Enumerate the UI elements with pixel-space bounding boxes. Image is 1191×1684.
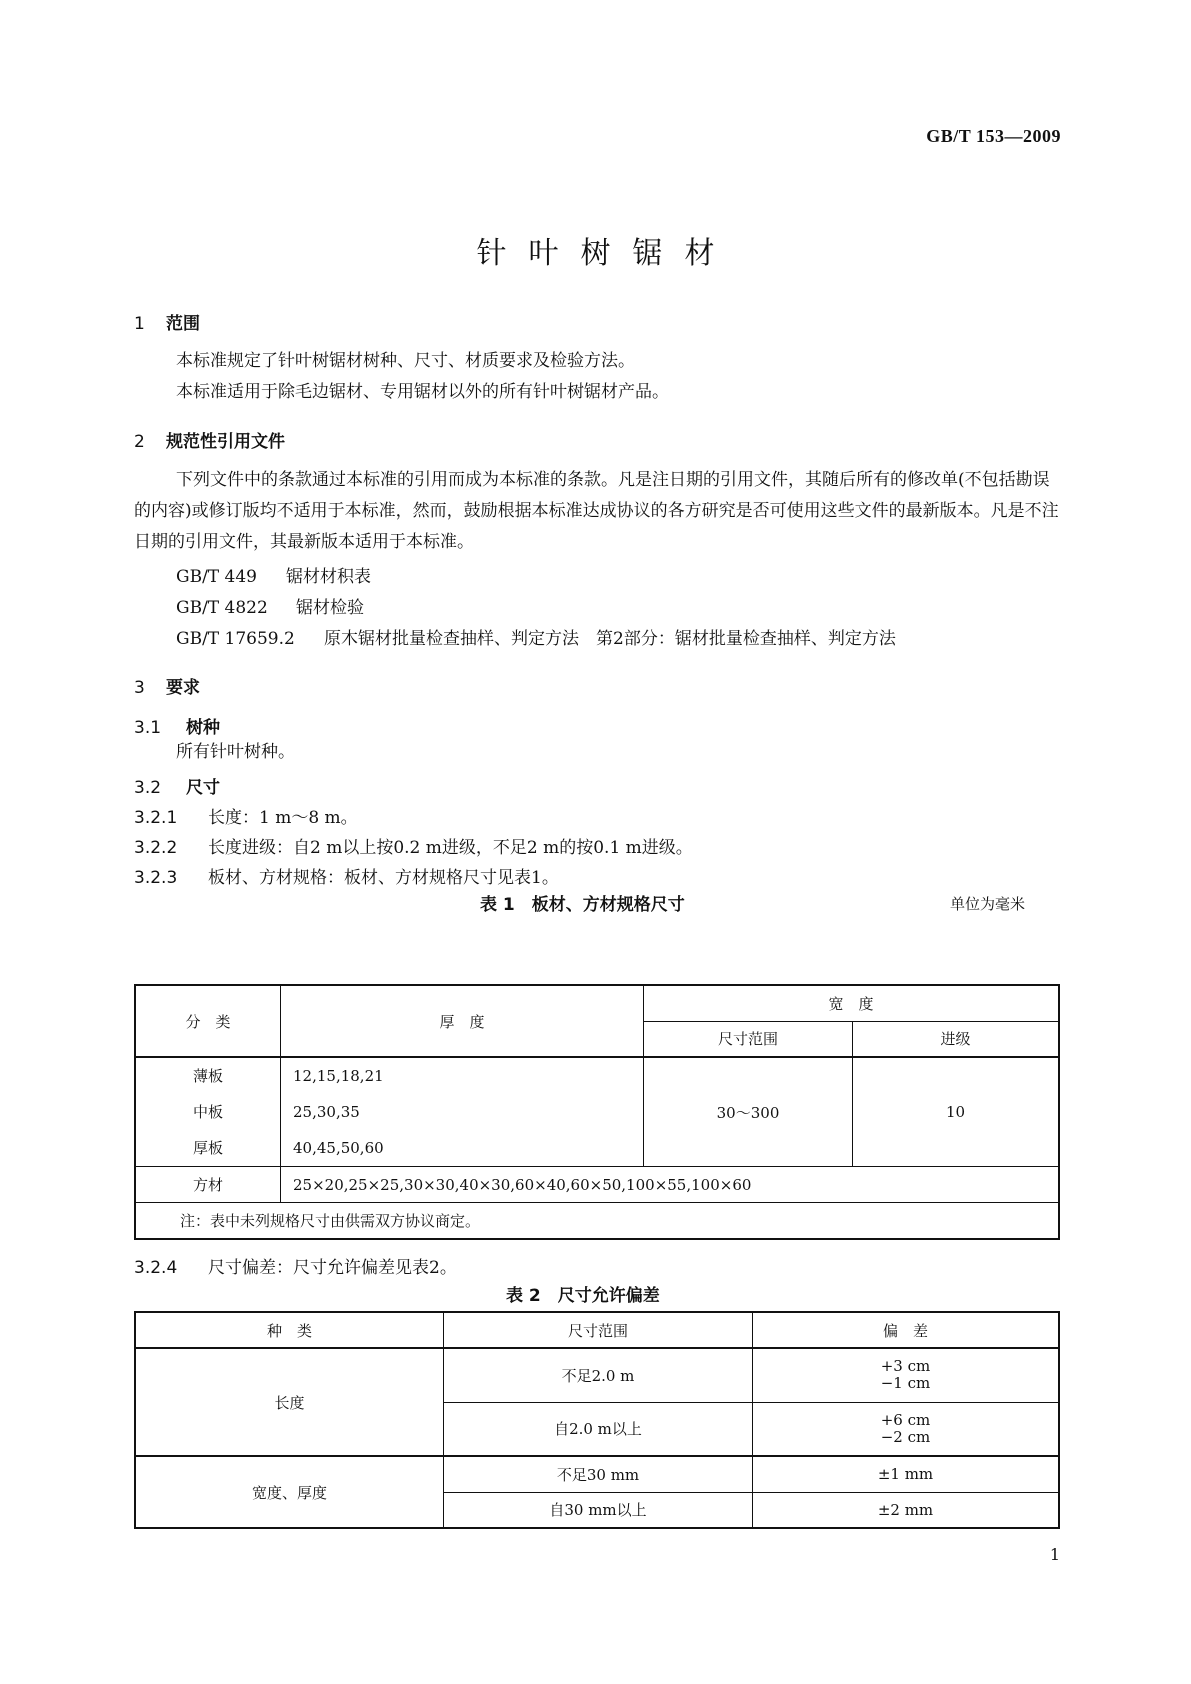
clause-3-2-4 [134, 1253, 457, 1278]
table-2 [134, 1311, 1060, 1529]
header-size-range: 尺寸范围 [644, 1021, 853, 1057]
clause-number: 3.2.3 [134, 868, 178, 888]
reference-item [176, 562, 371, 587]
subsection-3-1-heading [134, 713, 220, 738]
section-2-heading [134, 427, 285, 452]
section-title: 要求 [166, 678, 200, 698]
square-category: 方材 [135, 1167, 281, 1203]
table-row-category: 薄板 [192, 1067, 223, 1085]
clause-number: 3.2.1 [134, 808, 178, 828]
header-deviation: 偏 差 [753, 1312, 1060, 1348]
subsection-number: 3.1 [134, 718, 162, 738]
wt-range-2: 自30 mm以上 [444, 1492, 753, 1528]
wt-deviation-1: ±1 mm [753, 1456, 1060, 1492]
wt-deviation-2: ±2 mm [753, 1492, 1060, 1528]
reference-code: GB/T 4822 [176, 598, 268, 618]
reference-code: GB/T 449 [176, 567, 257, 587]
length-label: 长度 [135, 1348, 444, 1456]
section-2-para: 下列文件中的条款通过本标准的引用而成为本标准的条款。凡是注日期的引用文件，其随后所有的修改单(不包括勘误的内容)或修订版均不适用于本标准，然而，鼓励根据本标准达成协议的各方研究是否可使用这些文件的最新版本。凡是不注日期的引用文件，其最新版本适用于本标准。 [134, 470, 1059, 552]
plus-deviation: +3 cm [880, 1357, 931, 1376]
section-title: 规范性引用文件 [166, 432, 285, 452]
clause-text: 尺寸偏差：尺寸允许偏差见表2。 [208, 1258, 457, 1278]
length-deviation-1 [753, 1348, 1060, 1402]
width-range-value: 30～300 [644, 1057, 853, 1167]
table-row-thickness: 12,15,18,21 [293, 1067, 384, 1085]
reference-item [176, 624, 896, 649]
section-title: 范围 [166, 314, 200, 334]
clause-text: 长度进级：自2 m以上按0.2 m进级，不足2 m的按0.1 m进级。 [208, 838, 693, 858]
page-number: 1 [1049, 1545, 1060, 1564]
length-deviation-2 [753, 1402, 1060, 1456]
minus-deviation: −2 cm [880, 1427, 931, 1446]
width-thickness-label: 宽度、厚度 [135, 1456, 444, 1528]
table-1 [134, 984, 1060, 1240]
table-2-caption: 表 2 尺寸允许偏差 [506, 1286, 660, 1306]
header-thickness: 厚 度 [281, 985, 644, 1057]
reference-title: 锯材检验 [296, 598, 364, 618]
document-title: 针叶树锯材 [476, 236, 737, 271]
table-row-category: 厚板 [192, 1139, 223, 1157]
subsection-title: 树种 [186, 718, 220, 738]
table-1-unit: 单位为毫米 [950, 895, 1026, 913]
section-number: 3 [134, 678, 145, 698]
section-number: 2 [134, 432, 145, 452]
table-row-thickness: 25,30,35 [293, 1103, 360, 1121]
clause-number: 3.2.2 [134, 838, 178, 858]
table-row-category: 中板 [192, 1103, 223, 1121]
square-sizes: 25×20,25×25,30×30,40×30,60×40,60×50,100×55,100×60 [281, 1167, 1060, 1203]
header-kind: 种 类 [135, 1312, 444, 1348]
header-range: 尺寸范围 [444, 1312, 753, 1348]
reference-item [176, 593, 364, 618]
length-range-1: 不足2.0 m [444, 1348, 753, 1402]
clause-3-2-2 [134, 833, 693, 858]
subsection-3-2-heading [134, 773, 220, 798]
header-category: 分 类 [135, 985, 281, 1057]
header-width: 宽 度 [644, 985, 1060, 1021]
table-1-note: 注：表中未列规格尺寸由供需双方协议商定。 [135, 1203, 1059, 1239]
wt-range-1: 不足30 mm [444, 1456, 753, 1492]
section-number: 1 [134, 314, 145, 334]
section-3-heading [134, 673, 200, 698]
section-1-para-1: 本标准规定了针叶树锯材树种、尺寸、材质要求及检验方法。 [176, 351, 635, 371]
subsection-number: 3.2 [134, 778, 162, 798]
section-1-heading [134, 309, 200, 334]
table-row-thickness: 40,45,50,60 [293, 1139, 384, 1157]
clause-text: 长度：1 m～8 m。 [208, 808, 358, 828]
width-step-value: 10 [853, 1057, 1060, 1167]
reference-title: 锯材材积表 [286, 567, 371, 587]
section-1-para-2: 本标准适用于除毛边锯材、专用锯材以外的所有针叶树锯材产品。 [176, 382, 669, 402]
reference-code: GB/T 17659.2 [176, 629, 295, 649]
header-step: 进级 [853, 1021, 1060, 1057]
plus-deviation: +6 cm [880, 1410, 931, 1429]
table-1-caption: 表 1 板材、方材规格尺寸 [480, 895, 685, 915]
clause-number: 3.2.4 [134, 1258, 178, 1278]
length-range-2: 自2.0 m以上 [444, 1402, 753, 1456]
clause-3-2-3 [134, 863, 559, 888]
clause-3-2-1 [134, 803, 358, 828]
reference-title: 原木锯材批量检查抽样、判定方法 第2部分：锯材批量检查抽样、判定方法 [324, 629, 896, 649]
minus-deviation: −1 cm [880, 1374, 931, 1393]
subsection-3-1-text: 所有针叶树种。 [176, 742, 295, 762]
standard-code: GB/T 153—2009 [926, 126, 1061, 146]
subsection-title: 尺寸 [186, 778, 220, 798]
clause-text: 板材、方材规格：板材、方材规格尺寸见表1。 [208, 868, 559, 888]
